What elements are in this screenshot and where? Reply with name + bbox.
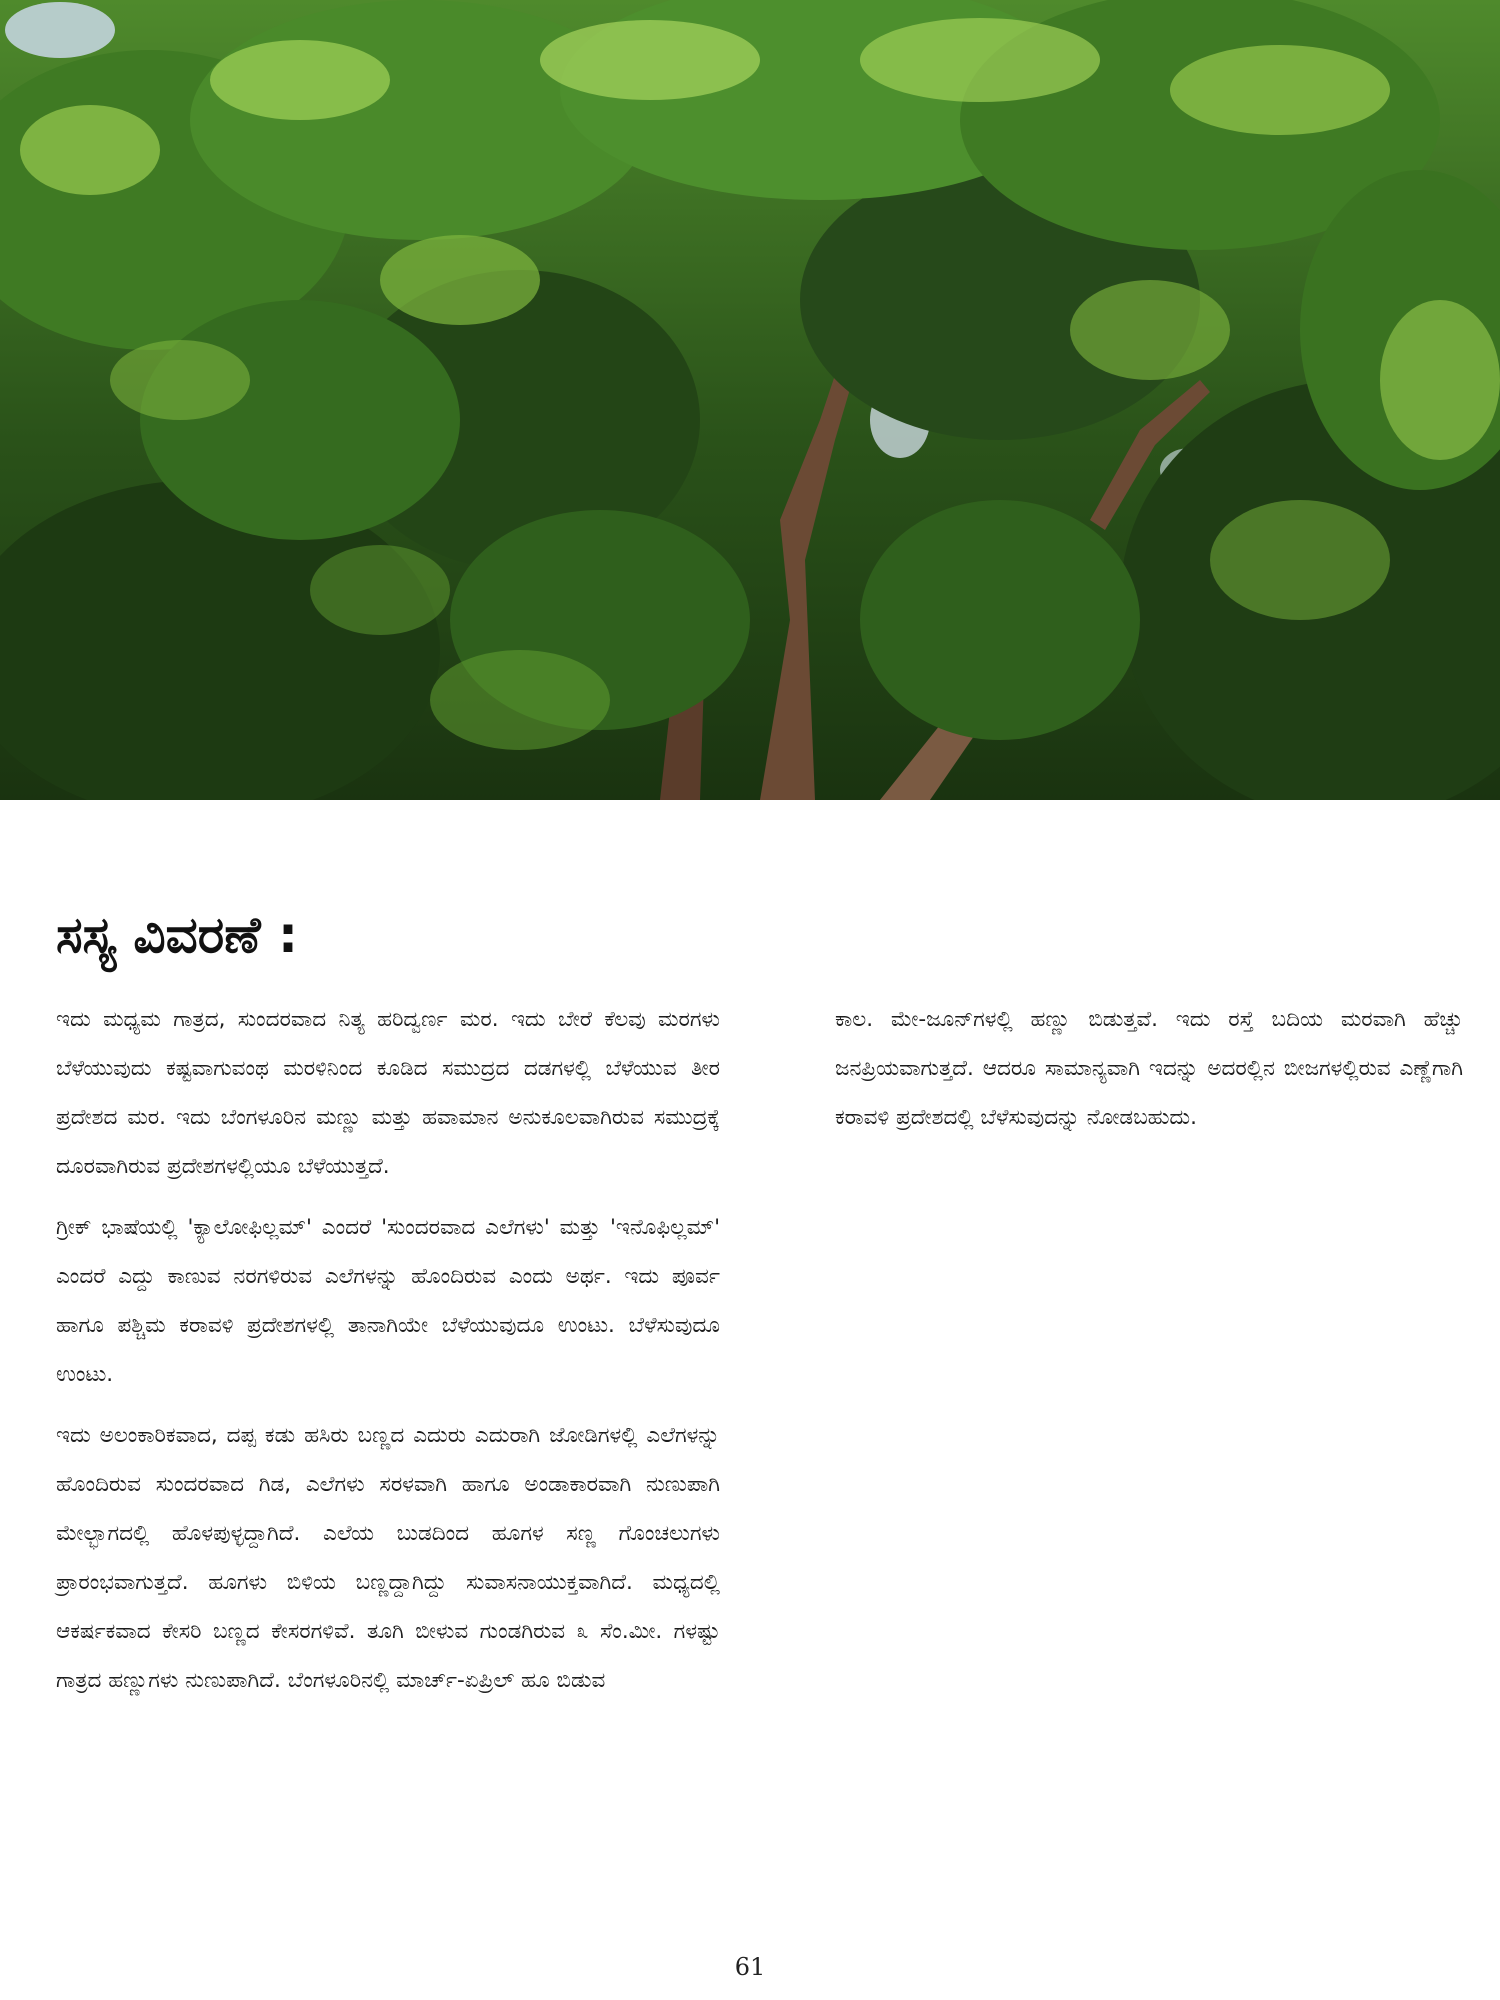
paragraph: ಇದು ಮಧ್ಯಮ ಗಾತ್ರದ, ಸುಂದರವಾದ ನಿತ್ಯ ಹರಿದ್ವರ್ಣ ಮರ. ಇದು ಬೇರೆ ಕೆಲವು ಮರಗಳು ಬೆಳೆಯುವುದು ಕಷ್ಟವಾಗುವಂಥ ಮರಳಿನಿಂದ ಕೂಡಿದ ಸಮುದ್ರದ ದಡಗಳಲ್ಲಿ ಬೆಳೆಯುವ ತೀರ ಪ್ರದೇಶದ ಮರ. ಇದು ಬೆಂಗಳೂರಿನ ಮಣ್ಣು ಮತ್ತು ಹವಾಮಾನ ಅನುಕೂಲವಾಗಿರುವ ಸಮುದ್ರಕ್ಕೆ ದೂರವಾಗಿರುವ ಪ್ರದೇಶಗಳಲ್ಲಿಯೂ ಬೆಳೆಯುತ್ತದೆ. bbox=[56, 1007, 720, 1179]
section-heading: ಸಸ್ಯ ವಿವರಣೆ : bbox=[56, 906, 299, 964]
page-number: 61 bbox=[734, 1953, 766, 1981]
tree-canopy-icon bbox=[0, 0, 1500, 800]
left-column bbox=[56, 995, 720, 1717]
tree-canopy-photo bbox=[0, 0, 1500, 800]
paragraph: ಇದು ಅಲಂಕಾರಿಕವಾದ, ದಪ್ಪ ಕಡು ಹಸಿರು ಬಣ್ಣದ ಎದುರು ಎದುರಾಗಿ ಜೋಡಿಗಳಲ್ಲಿ ಎಲೆಗಳನ್ನು ಹೊಂದಿರುವ ಸುಂದರವಾದ ಗಿಡ, ಎಲೆಗಳು ಸರಳವಾಗಿ ಹಾಗೂ ಅಂಡಾಕಾರವಾಗಿ ನುಣುಪಾಗಿ ಮೇಲ್ಭಾಗದಲ್ಲಿ ಹೊಳಪುಳ್ಳದ್ದಾಗಿದೆ. ಎಲೆಯ ಬುಡದಿಂದ ಹೂಗಳ ಸಣ್ಣ ಗೊಂಚಲುಗಳು ಪ್ರಾರಂಭವಾಗುತ್ತದೆ. ಹೂಗಳು ಬಿಳಿಯ ಬಣ್ಣದ್ದಾಗಿದ್ದು ಸುವಾಸನಾಯುಕ್ತವಾಗಿದೆ. ಮಧ್ಯದಲ್ಲಿ ಆಕರ್ಷಕವಾದ ಕೇಸರಿ ಬಣ್ಣದ ಕೇಸರಗಳಿವೆ. ತೂಗಿ ಬೀಳುವ ಗುಂಡಗಿರುವ ೩ ಸೆಂ.ಮೀ. ಗಳಷ್ಟು ಗಾತ್ರದ ಹಣ್ಣುಗಳು ನುಣುಪಾಗಿದೆ. ಬೆಂಗಳೂರಿನಲ್ಲಿ ಮಾರ್ಚ್-ಏಪ್ರಿಲ್ ಹೂ ಬಿಡುವ bbox=[56, 1423, 720, 1693]
right-column bbox=[835, 995, 1463, 1154]
paragraph: ಕಾಲ. ಮೇ-ಜೂನ್‌ಗಳಲ್ಲಿ ಹಣ್ಣು ಬಿಡುತ್ತವೆ. ಇದು ರಸ್ತೆ ಬದಿಯ ಮರವಾಗಿ ಹೆಚ್ಚು ಜನಪ್ರಿಯವಾಗುತ್ತದೆ. ಆದರೂ ಸಾಮಾನ್ಯವಾಗಿ ಇದನ್ನು ಅದರಲ್ಲಿನ ಬೀಜಗಳಲ್ಲಿರುವ ಎಣ್ಣೆಗಾಗಿ ಕರಾವಳಿ ಪ್ರದೇಶದಲ್ಲಿ ಬೆಳೆಸುವುದನ್ನು ನೋಡಬಹುದು. bbox=[835, 1007, 1463, 1130]
paragraph: ಗ್ರೀಕ್ ಭಾಷೆಯಲ್ಲಿ 'ಕ್ಯಾಲೋಫಿಲ್ಲಮ್' ಎಂದರೆ 'ಸುಂದರವಾದ ಎಲೆಗಳು' ಮತ್ತು 'ಇನೊಫಿಲ್ಲಮ್' ಎಂದರೆ ಎದ್ದು ಕಾಣುವ ನರಗಳಿರುವ ಎಲೆಗಳನ್ನು ಹೊಂದಿರುವ ಎಂದು ಅರ್ಥ. ಇದು ಪೂರ್ವ ಹಾಗೂ ಪಶ್ಚಿಮ ಕರಾವಳಿ ಪ್ರದೇಶಗಳಲ್ಲಿ ತಾನಾಗಿಯೇ ಬೆಳೆಯುವುದೂ ಉಂಟು. ಬೆಳೆಸುವುದೂ ಉಂಟು. bbox=[56, 1215, 720, 1387]
